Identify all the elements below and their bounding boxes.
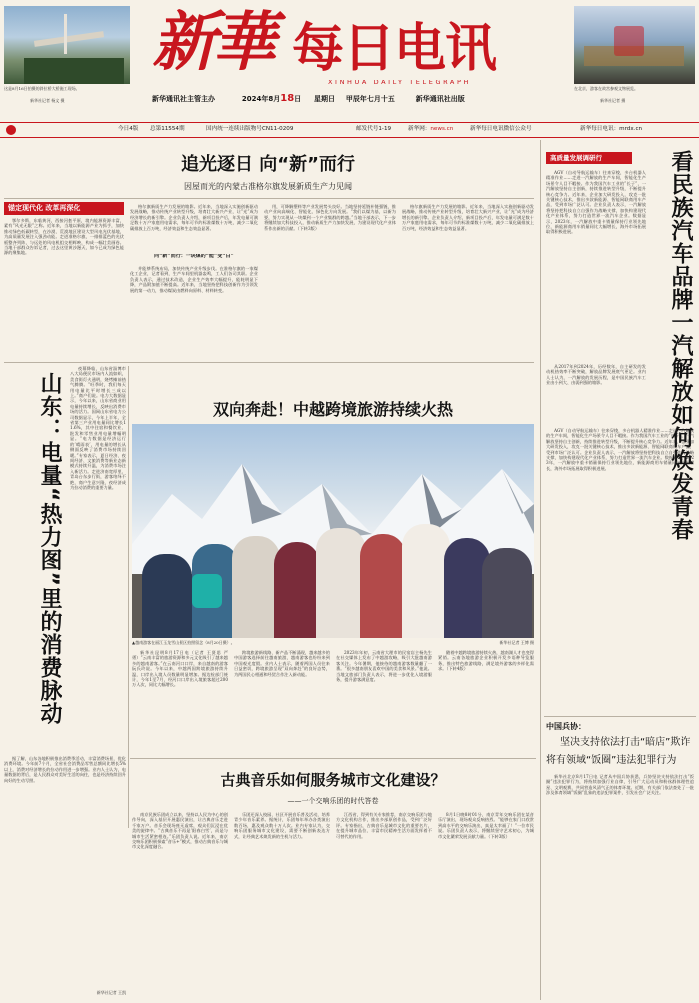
right-body2: 从2017年到2024年，历经数年，自主研发的发动机热效率不断突破，解放品牌发展底气更足。业内人士认为，一汽解放的发展历程，是中国民族汽车工业由小到大、由弱到强的缩影。 [546, 364, 646, 386]
lead-body-col2: 格尔旗新质生产力发展的缩影。近年来，当地深入实施创新驱动发展战略，推动传统产业转型升级，培育壮大新兴产业，让“光”成为经济增长的新引擎。企业负责人介绍，新项目投产后，年发电量可满足数十万户家庭用电需求，每年可节约标准煤数十万吨，减少二氧化碳排放上百万吨，经济效益和生态效益显著。 [130, 204, 258, 231]
music-col4: 8月1日晚8时01分，南京青年交响乐团在某音乐厅演出，现场观众反响热烈。“能够在家门口欣赏到高水平的交响乐演出，真是太幸福了！”一位市民说。乐团负责人表示，将继续坚守艺术初心，为城市文化繁荣发展贡献力量。（下转3版） [438, 812, 534, 839]
lead-body-col4b: 格尔旗新质生产力发展的缩影。近年来，当地深入实施创新驱动发展战略，推动传统产业转型升级，培育壮大新兴产业，让“光”成为经济增长的新引擎。企业负责人介绍，新项目投产后，年发电量可满足数十万户家庭用电需求，每年可节约标准煤数十万吨，减少二氧化碳排放上百万吨，经济效益和生态效益显著。 [402, 204, 534, 231]
right-section-bar: 高质量发展调研行 [546, 152, 632, 164]
lead-title: 追光逐日 向“新”而行 [181, 154, 355, 175]
masthead [0, 0, 699, 122]
right-body3: AGV（自动导航运输车）往来穿梭，多台机器人精准作业……走进一汽解放的生产车间，智能化生产场景令人目不暇接。作为我国汽车工业的“长子”，一汽解放坚持自主创新，持续推进转型升级，不断提升核心竞争力。近年来，企业加大研发投入，攻克一批关键核心技术，推出多款新能源、智能网联商用车产品，受到市场广泛认可。企业负责人表示，一汽解放将坚持把科技自立自强作为战略支撑，加快构建现代化产业体系，努力打造世界一流汽车企业。数据显示，2023年，一汽解放中重卡销量保持行业领先地位，新能源商用车销量同比大幅增长，海外市场拓展取得积极进展。 [546, 428, 694, 471]
ear-left-photo [4, 6, 130, 84]
tourism-col4: 随着中越跨境旅游持续火热，越南湖人才也变得紧俏。云南各地旅游企业积极开发多语种导览服务，推出特色旅游线路，满足境外游客的多样化需求。（下转4版） [438, 650, 534, 672]
tourism-col1: 新华社昆明8月17日电（记者 王贤思 严勇）“云南丰富的旅游资源和多元文化吸引了越来越多的越南游客。”在云南河口口岸，来自越南的游客阮氏玲说。今年以来，中越两国跨境旅游持续升温，口岸出入境人员数量明显增加。据边检部门统计，今年1至7月，经河口口岸出入境旅客超过200万人次，同比大幅增长。 [132, 650, 228, 688]
right-sub-title: 中国兵协： [546, 722, 586, 731]
tourism-col3: 2023年年初，云南省大理市的民宿店主杨先生在社交媒体上发布了中越游攻略，吸引大批越南游客关注。今年暑期，他接待的越南游客数量翻了一番。“很多越南朋友喜欢中国的美食和风景。”他说。当地文旅部门负责人表示，将进一步优化入境游服务，提升游客满意度。 [336, 650, 432, 683]
mrdx-link[interactable]: 新华每日电讯：mrdx.cn [580, 126, 643, 132]
ear-left-caption: 这是8月16日拍摄的斜拉桥大桥施工现场。 [4, 86, 80, 91]
shandong-body: 夜幕降临，山东省淄博市八大局便民市场内人流如织，美食街灯火通明，烧烤摊前热气腾腾。“旺季时，我们每天用电量比平时增长三成以上。”商户们说。电力大数据显示，今年以来，山东省商业用电量持续增长，反映出消费市场的活力。国网山东省电力公司数据显示，今年上半年，全省第三产业用电量同比增长11.6%，其中住宿和餐饮业、批发和零售业用电量增幅明显。“电力数据是经济运行的‘晴雨表’，用电量的增长从侧面反映了消费市场持续回暖。”专家表示，夏日经济、夜间经济、文旅消费等新业态新模式持续升温，为消费市场注入新活力。走进济南宽厚里、青岛台东步行街，游客络绎不绝，商户生意兴隆，夜经济成为拉动消费的重要力量。 [70, 366, 126, 490]
ear-right-caption: 在北京，游客在故宫参观文物展览。 [574, 86, 638, 91]
masthead-title [152, 6, 552, 86]
tourism-photo-credit: 新华社记者 王博 摄 [499, 640, 534, 645]
music-subtitle: ——一个交响乐团的时代答卷 [287, 797, 379, 805]
ear-left-credit: 新华社记者 杨文 摄 [30, 98, 65, 103]
right-sub-body: 新华社北京8月17日电 记者从中国兵协获悉，兵协坚决支持依法打击“饭圈”违法犯罪行为，将持续加强行业自律，引导广大运动员和粉丝群体理性追星、文明观赛，共同营造风清气正的体育环境。近期，有关部门依法查处了一批涉及体育领域“饭圈”乱象的违法犯罪案件，引发社会广泛关注。 [546, 774, 694, 796]
info-bar [0, 122, 699, 138]
app-label: 新华每日电讯微信公众号 [470, 126, 532, 132]
tourism-col2: 跨境旅游新线路、新产品不断涌现，越来越多的中国游客选择前往越南旅游，越南游客也纷纷来到中国观光度假。业内人士表示，随着两国人员往来日益密切，跨境旅游呈现“双向奔赴”的良好态势，为两国民心相通和经贸合作注入新动能。 [234, 650, 330, 677]
lead-body-col3: 并能够系统布局，加快传统产业升级步伐。在准格尔旗的一家煤化工企业，记者看到，生产车间里机器轰鸣，工人们各司其职。企业负责人表示，通过技术改造，企业生产效率大幅提升，能耗明显下降，产品附加值不断提高。近年来，当地坚持把科技创新作为引领发展的第一动力，推动煤炭由燃料向原料、材料转变。 [130, 266, 258, 293]
ear-right-credit: 新华社记者 摄 [600, 98, 626, 103]
weekday: 星期日 [314, 95, 336, 103]
issue-count: 今日4版 [118, 126, 139, 132]
shandong-body2: 据了解，山东各地积极推出消费季活动，丰富消费场景，优化消费环境。今年前7个月，全省社会消费品零售总额同比增长5%以上，消费对经济增长的拉动作用进一步增强。业内人士认为，电量数据的背后，是人民群众对美好生活的向往，也是经济持续回升向好的生动写照。 [4, 756, 126, 783]
shandong-title: 山东：电量“热力图”里的消费脉动 [37, 372, 62, 725]
lead-subheading: 向“新”而行：一块煤的“能”变“白” [154, 254, 234, 259]
sponsor: 新华通讯社主管主办 [152, 95, 215, 103]
shandong-byline: 新华社记者 王凯 [96, 990, 126, 995]
site-label: 新华网： [408, 126, 431, 132]
lead-subtitle: 因屋而光的内蒙古准格尔旗发展新质生产力见闻 [184, 182, 352, 191]
tourism-photo [132, 424, 534, 638]
music-col1: 南京民族乐团成立以来，坚持以人民为中心的创作导向，深入基层开展惠民演出，让古典音乐走进千家万户。音乐会现场座无虚席，观众们沉浸在优美的旋律中。“古典音乐不再是‘阳春白雪’，而是与城市生活紧密相连。”乐团负责人说。近年来，南京交响乐团积极探索“音乐+”模式，推动古典音乐与城市文化深度融合。 [132, 812, 228, 850]
date-day: 18 [280, 93, 295, 104]
right-sub-heading: 坚决支持依法打击“暗店”欺诈 [560, 737, 691, 748]
xinhua-logo-icon [6, 125, 16, 135]
music-col3: 江西省，得到有关专家推荐，南京交响乐团与地方文化机构合作，推出多部原创作品，受到广泛好评。专家指出，古典音乐是城市文化的重要名片，在提升城市品位、丰富市民精神生活方面发挥着不可替代的作用。 [336, 812, 432, 839]
masthead-pinyin: XINHUA DAILY TELEGRAPH [328, 80, 471, 86]
ear-right-photo [574, 6, 695, 84]
right-title: 看民族汽车品牌一汽解放如何焕发青春 [668, 150, 693, 541]
lead-body-col1: 鄂尔多斯，东临黄河，西接河套平原，境内能源资源丰富，素有“风光无限”之称。近年来，当地以新能源产业为抓手，加快推动绿色低碳转型，在沙漠、荒漠地区建设大型风电光伏基地，为高质量发展注入强劲动能。走进准格尔旗，一排排蓝色的光伏板整齐列阵，与远处的风电机组交相辉映，构成一幅壮美画卷。当地干部群众告诉记者，过去这里黄沙漫天，如今已成为绿色能源的聚集地。 [4, 218, 124, 256]
publisher-label: 新华通讯社出版 [415, 95, 465, 103]
lead-section-bar: 锚定现代化 改革再深化 [4, 202, 124, 215]
tourism-photo-caption: ▲越南游客在丽江玉龙雪山景区拍照留念（8月20日摄）。 [132, 640, 235, 645]
lead-body-col4a: 用，可降解塑料等产业发展势头良好。当地坚持延链补链强链，推动产业向高端化、智能化、绿色化方向发展。“我们以煤为基，以新为要，努力实现从一块煤到一个产业集群的跨越。”当地干部表示，下一步将继续加大科技投入，推动新质生产力加快发展，为建设现代化产业体系作出新的贡献。（下转3版） [264, 204, 396, 231]
tourism-title: 双向奔赴！中越跨境旅游持续火热 [212, 400, 453, 419]
music-title: 古典音乐如何服务城市文化建设？ [220, 771, 446, 789]
right-body: AGV（自动导航运输车）往来穿梭，多台机器人精准作业……走进一汽解放的生产车间，智能化生产场景令人目不暇接。作为我国汽车工业的“长子”，一汽解放坚持自主创新，持续推进转型升级，不断提升核心竞争力。近年来，企业加大研发投入，攻克一批关键核心技术，推出多款新能源、智能网联商用车产品，受到市场广泛认可。企业负责人表示，一汽解放将坚持把科技自立自强作为战略支撑，加快构建现代化产业体系，努力打造世界一流汽车企业。数据显示，2023年，一汽解放中重卡销量保持行业领先地位，新能源商用车销量同比大幅增长，海外市场拓展取得积极进展。 [546, 170, 646, 235]
site-link[interactable]: news.cn [430, 126, 454, 132]
total-issue: 总第11554期 [150, 126, 185, 132]
masthead-title-calligraphy: 新華 [152, 6, 272, 80]
post-code: 邮发代号1-19 [356, 126, 392, 132]
date-row [152, 92, 552, 106]
date-prefix: 2024年8月 [241, 95, 281, 103]
date-suffix: 日 [294, 95, 302, 103]
cn-number: 国内统一连续出版物号CN11-0209 [206, 126, 294, 132]
lunar-date: 甲辰年七月十五 [345, 95, 395, 103]
right-sub-heading-2: 将有领域“饭圈”违法犯罪行为 [546, 755, 677, 766]
music-col2: 乐团还深入校园、社区开展音乐普及活动，培养青少年音乐素养。据统计，乐团每年举办各类演出数百场，惠及观众数十万人次。业内专家认为，交响乐团服务城市文化建设，需要不断创新表达方式，让经典艺术焕发新的生机与活力。 [234, 812, 330, 839]
masthead-title-text: 每日电讯 [292, 19, 497, 79]
